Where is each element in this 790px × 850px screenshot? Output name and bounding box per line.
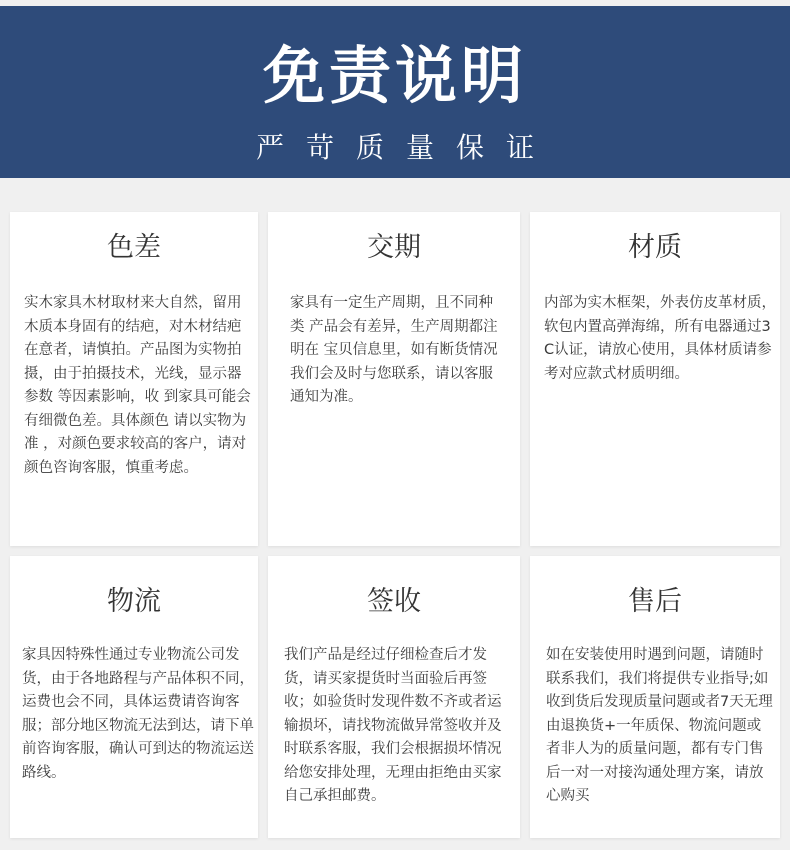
card-text: 家具因特殊性通过专业物流公司发货，由于各地路程与产品体积不同，运费也会不同，具体运费请咨询客服；部分地区物流无法到达，请下单前咨询客服，确认可到达的物流运送路线。: [22, 647, 254, 781]
card-delivery-time: [268, 212, 520, 546]
card-text: 如在安装使用时遇到问题，请随时联系我们，我们将提供专业指导;如收到货后发现质量问题或者7天无理由退换货+一年质保、物流问题或者非人为的质量问题，都有专门售后一对一对接沟通处理方案，请放心购买: [546, 647, 773, 804]
card-logistics: [10, 556, 258, 838]
header-banner: [0, 6, 790, 178]
card-text: 家具有一定生产周期，且不同种类 产品会有差异，生产周期都注明在 宝贝信息里，如有断货情况我们会及时与您联系，请以客服通知为准。: [290, 295, 498, 405]
card-title: 售后: [628, 586, 682, 617]
card-title: 材质: [628, 232, 682, 263]
page-subtitle: 严苛质量保证: [255, 131, 556, 164]
card-color-difference: [10, 212, 258, 546]
card-after-sales: [530, 556, 780, 838]
card-text: 我们产品是经过仔细检查后才发货，请买家提货时当面验后再签收；如验货时发现件数不齐或者运输损坏，请找物流做异常签收并及时联系客服，我们会根据损坏情况给您安排处理，无理由拒绝由买家自己承担邮费。: [284, 647, 502, 804]
card-text: 内部为实木框架，外表仿皮革材质，软包内置高弹海绵，所有电器通过3C认证，请放心使用，具体材质请参考对应款式材质明细。: [544, 295, 776, 382]
page-title: 免责说明: [262, 39, 527, 112]
card-title: 交期: [367, 232, 421, 263]
card-title: 物流: [107, 586, 161, 617]
card-receipt: [268, 556, 520, 838]
card-title: 签收: [367, 586, 421, 617]
card-text: 实木家具木材取材来大自然，留用木质本身固有的结疤，对木材结疤在意者，请慎拍。产品图为实物拍摄，由于拍摄技术，光线，显示器参数 等因素影响，收 到家具可能会有细微色差。具体颜色 请以实物为准 ，对颜色要求较高的客户，请对颜色咨询客服，慎重考虑。: [24, 295, 251, 476]
card-material: [530, 212, 780, 546]
card-title: 色差: [107, 232, 161, 263]
